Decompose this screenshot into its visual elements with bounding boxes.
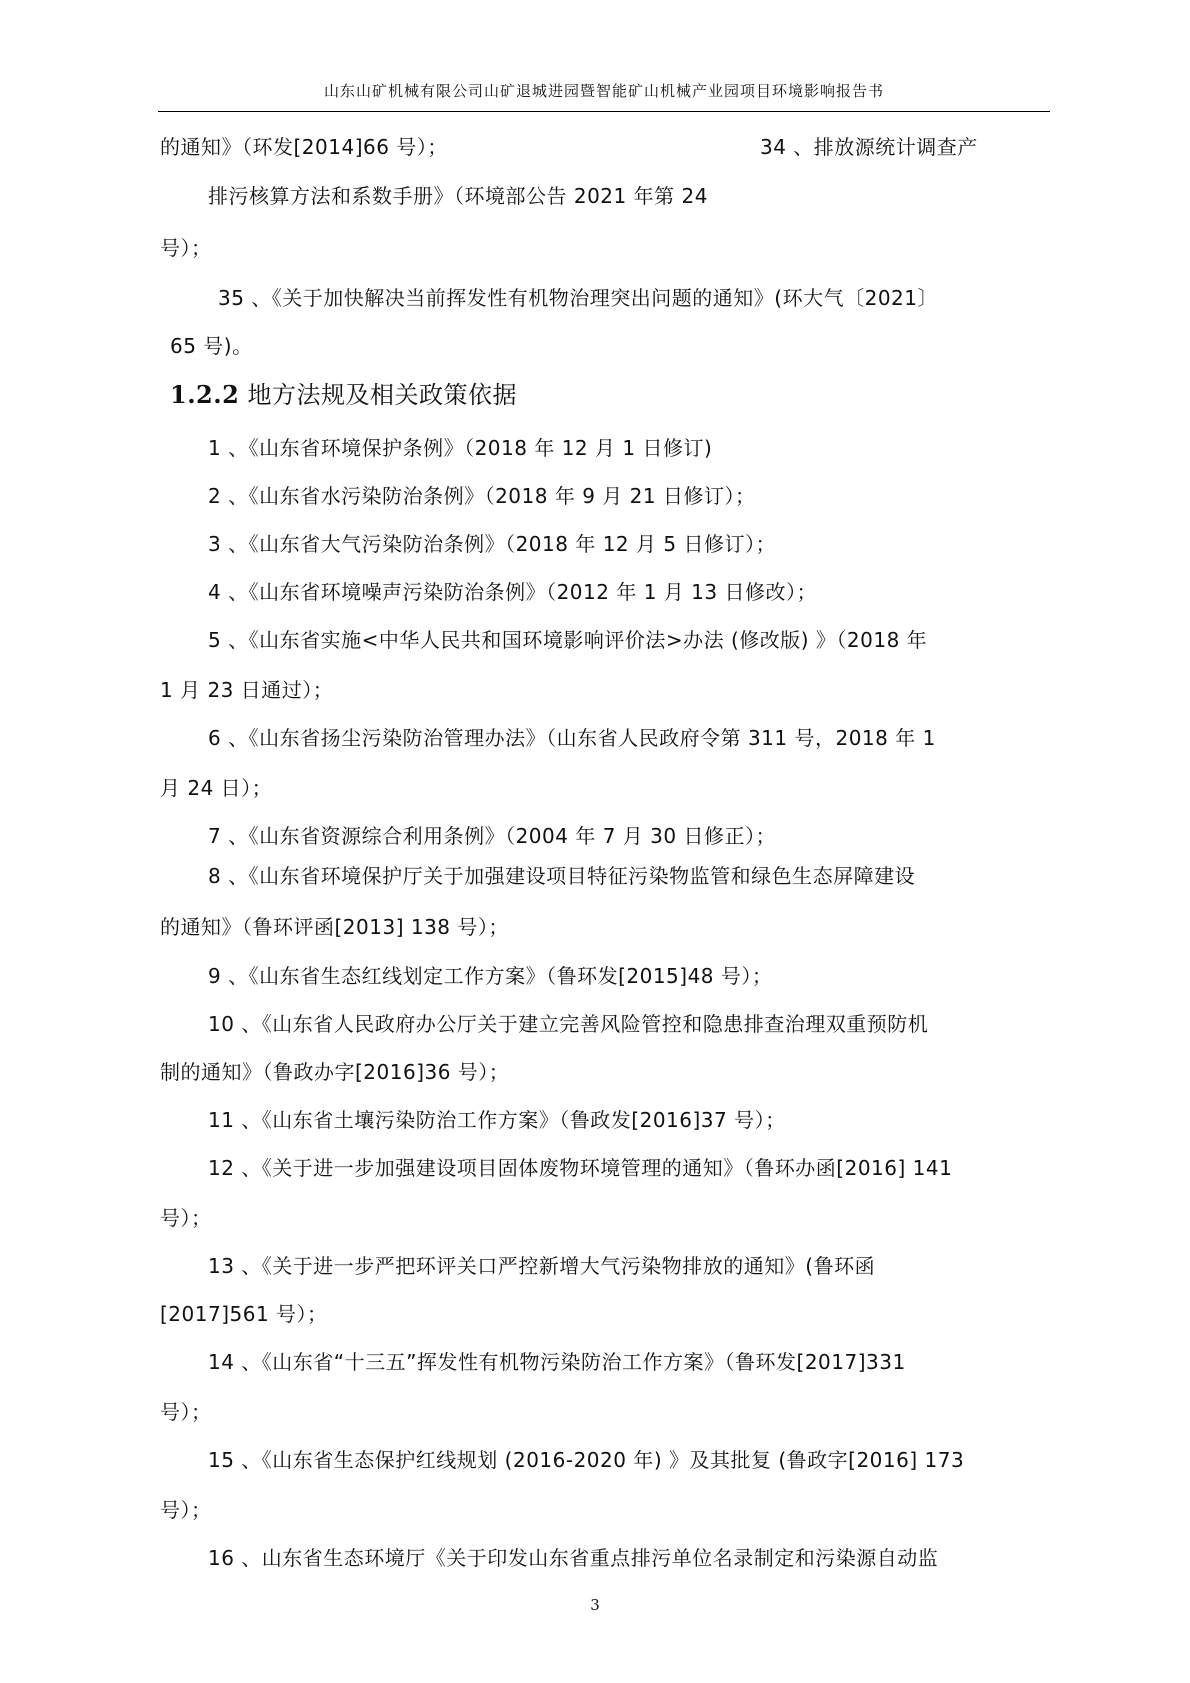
text-line: 1 、《山东省环境保护条例》（2018 年 12 月 1 日修订) xyxy=(208,436,713,460)
text-line: 34 、排放源统计调查产 xyxy=(760,135,978,159)
text-line: 制的通知》（鲁政办字[2016]36 号）； xyxy=(160,1060,510,1084)
text-line: 5 、《山东省实施<中华人民共和国环境影响评价法>办法 (修改版) 》（2018 年 xyxy=(208,628,928,652)
text-line: 月 24 日）； xyxy=(160,776,273,800)
text-line: 1 月 23 日通过）； xyxy=(160,678,334,702)
text-line: 12 、《关于进一步加强建设项目固体废物环境管理的通知》（鲁环办函[2016] 141 xyxy=(208,1156,953,1180)
section-title: 地方法规及相关政策依据 xyxy=(247,381,517,409)
section-number: 1.2.2 xyxy=(170,380,240,409)
text-line: 9 、《山东省生态红线划定工作方案》（鲁环发[2015]48 号）； xyxy=(208,964,773,988)
text-line: 16 、山东省生态环境厅《关于印发山东省重点排污单位名录制定和污染源自动监 xyxy=(208,1546,939,1570)
text-line: 2 、《山东省水污染防治条例》（2018 年 9 月 21 日修订）； xyxy=(208,484,756,508)
text-line: 65 号)。 xyxy=(170,334,253,358)
text-line: 号）； xyxy=(160,1498,212,1522)
text-line: 10 、《山东省人民政府办公厅关于建立完善风险管控和隐患排查治理双重预防机 xyxy=(208,1012,929,1036)
text-line: 11 、《山东省土壤污染防治工作方案》（鲁政发[2016]37 号）； xyxy=(208,1108,786,1132)
text-line: 排污核算方法和系数手册》（环境部公告 2021 年第 24 xyxy=(208,184,708,208)
page-number: 3 xyxy=(590,1596,600,1614)
text-line: 6 、《山东省扬尘污染防治管理办法》（山东省人民政府令第 311 号，2018 年 1 xyxy=(208,726,936,750)
running-header: 山东山矿机械有限公司山矿退城进园暨智能矿山机械产业园项目环境影响报告书 xyxy=(323,82,884,100)
text-line: 的通知》（鲁环评函[2013] 138 号）； xyxy=(160,915,509,939)
text-line: 13 、《关于进一步严把环评关口严控新增大气污染物排放的通知》(鲁环函 xyxy=(208,1254,876,1278)
text-line: 号）； xyxy=(160,1400,212,1424)
text-line: 4 、《山东省环境噪声污染防治条例》（2012 年 1 月 13 日修改）； xyxy=(208,580,817,604)
text-line: 15 、《山东省生态保护红线规划 (2016-2020 年) 》及其批复 (鲁政字[2016] 173 xyxy=(208,1448,965,1472)
text-line: 7 、《山东省资源综合利用条例》（2004 年 7 月 30 日修正）； xyxy=(208,824,776,848)
text-line: [2017]561 号）； xyxy=(160,1302,328,1326)
section-heading xyxy=(170,380,517,409)
text-line: 14 、《山东省“十三五”挥发性有机物污染防治工作方案》（鲁环发[2017]331 xyxy=(208,1350,906,1374)
text-line: 3 、《山东省大气污染防治条例》（2018 年 12 月 5 日修订）； xyxy=(208,532,776,556)
text-line: 8 、《山东省环境保护厅关于加强建设项目特征污染物监管和绿色生态屏障建设 xyxy=(208,864,916,888)
text-line: 号）； xyxy=(160,236,212,260)
text-line: 35 、《关于加快解决当前挥发性有机物治理突出问题的通知》(环大气〔2021〕 xyxy=(218,286,939,310)
text-line: 号）； xyxy=(160,1206,212,1230)
header-rule xyxy=(158,111,1050,112)
text-line: 的通知》（环发[2014]66 号）； xyxy=(160,135,448,159)
